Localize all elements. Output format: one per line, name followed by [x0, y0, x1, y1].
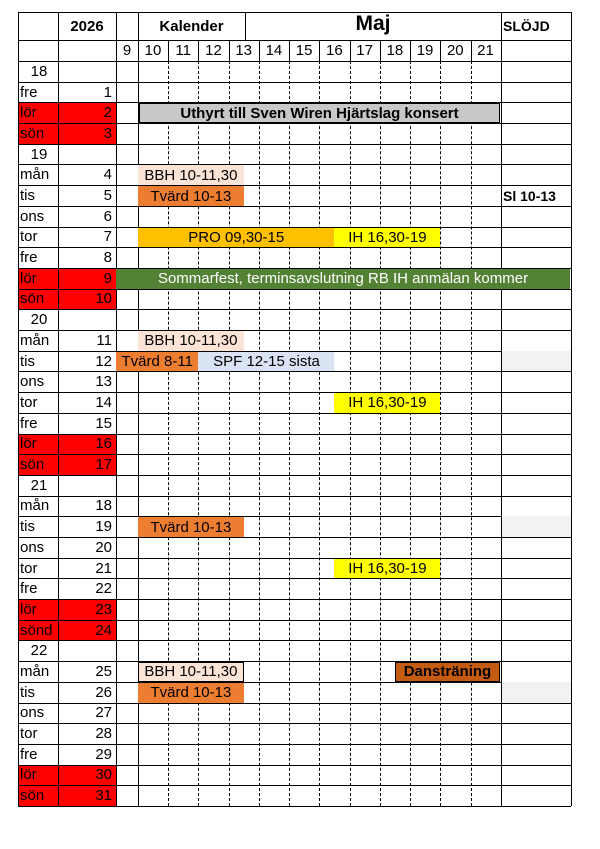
slojd-header: SLÖJD	[503, 18, 550, 34]
row-line	[18, 123, 571, 124]
row-line	[18, 806, 571, 807]
day-number: 18	[95, 497, 112, 515]
row-line	[18, 475, 571, 476]
hour-divider	[410, 61, 411, 806]
col-line	[116, 12, 117, 806]
day-number: 11	[96, 331, 112, 349]
event-block[interactable]: Sommarfest, terminsavslutning RB IH anmälan kommer	[116, 269, 570, 289]
event-block[interactable]: Tvärd 10-13	[138, 186, 244, 206]
hour-label: 9	[122, 42, 132, 59]
day-number: 19	[95, 518, 112, 536]
event-block[interactable]: BBH 10-11,30	[138, 165, 244, 185]
row-line	[18, 309, 571, 310]
calendar-header: Kalender	[159, 17, 224, 35]
day-number: 22	[95, 580, 112, 598]
day-number: 31	[95, 787, 112, 805]
event-block[interactable]: Tvärd 10-13	[138, 683, 244, 703]
hour-label: 10	[144, 42, 162, 59]
event-block[interactable]: BBH 10-11,30	[138, 331, 244, 351]
weekday-label: tor	[20, 228, 38, 246]
week-label: 18	[30, 62, 48, 80]
row-line	[18, 434, 571, 435]
hour-divider	[350, 61, 351, 806]
weekday-label: lör	[20, 766, 37, 784]
hour-label: 12	[205, 42, 222, 59]
row-line	[18, 247, 571, 248]
day-number: 21	[95, 559, 112, 577]
row-line	[18, 289, 571, 290]
slojd-cell	[502, 516, 571, 537]
weekday-label: fre	[20, 83, 38, 101]
row-line	[18, 578, 571, 579]
col-line	[198, 40, 199, 61]
week-label: 21	[30, 476, 48, 494]
col-line	[380, 40, 381, 61]
event-block[interactable]: IH 16,30-19	[334, 559, 440, 579]
col-line	[440, 40, 441, 61]
col-line	[245, 12, 246, 40]
hour-divider	[319, 61, 320, 806]
row-line	[18, 371, 571, 372]
row-line	[18, 516, 571, 517]
row-line	[18, 537, 571, 538]
row-line	[18, 620, 571, 621]
row-line	[18, 744, 571, 745]
day-number: 4	[103, 166, 112, 184]
col-line	[58, 12, 59, 806]
col-line	[168, 40, 169, 61]
day-number: 9	[103, 269, 112, 287]
row-line	[18, 82, 571, 83]
row-line	[18, 785, 571, 786]
event-block[interactable]: Uthyrt till Sven Wiren Hjärtslag konsert	[139, 103, 500, 123]
day-number: 7	[103, 228, 112, 246]
weekday-label: tis	[20, 187, 35, 204]
weekday-label: sön	[20, 787, 45, 805]
hour-divider	[471, 61, 472, 806]
day-number: 10	[95, 290, 112, 308]
col-line	[319, 40, 320, 61]
weekday-label: sön	[20, 456, 45, 474]
row-line	[18, 703, 571, 704]
row-line	[18, 723, 571, 724]
day-number: 20	[95, 538, 112, 556]
weekday-label: ons	[20, 207, 45, 225]
col-line	[259, 40, 260, 61]
weekday-label: tor	[20, 725, 38, 743]
week-label: 22	[30, 642, 48, 660]
week-label: 20	[30, 311, 48, 329]
weekday-label: tor	[20, 393, 38, 411]
row-line	[18, 206, 571, 207]
weekday-label: mån	[20, 662, 50, 680]
weekday-label: ons	[20, 704, 45, 722]
weekday-label: sönd	[20, 621, 53, 639]
hour-label: 14	[265, 42, 283, 59]
weekday-label: lör	[20, 435, 37, 453]
slojd-cell	[502, 682, 571, 703]
col-line	[289, 40, 290, 61]
row-line	[18, 144, 571, 145]
row-line	[18, 12, 571, 13]
slojd-cell	[502, 351, 571, 372]
event-block[interactable]: SPF 12-15 sista	[198, 352, 334, 372]
day-number: 8	[103, 249, 112, 267]
day-number: 13	[95, 373, 112, 391]
row-line	[18, 765, 571, 766]
col-line	[410, 40, 411, 61]
hour-label: 19	[416, 42, 434, 59]
day-number: 23	[95, 600, 112, 618]
row-line	[18, 392, 571, 393]
day-number: 16	[95, 435, 112, 453]
day-number: 6	[103, 207, 112, 225]
week-label: 19	[30, 145, 48, 163]
hour-label: 16	[326, 42, 343, 59]
row-line	[18, 164, 571, 165]
event-block[interactable]: IH 16,30-19	[334, 228, 440, 248]
month-header: Maj	[355, 12, 391, 35]
day-number: 14	[95, 393, 112, 411]
weekday-label: fre	[20, 580, 38, 598]
weekday-label: mån	[20, 166, 50, 184]
day-number: 27	[95, 704, 112, 722]
row-line	[18, 599, 571, 600]
hour-divider	[259, 61, 260, 806]
weekday-label: mån	[20, 497, 50, 515]
hour-label: 13	[235, 42, 253, 59]
col-line	[350, 40, 351, 61]
day-number: 12	[95, 352, 112, 370]
row-line	[18, 330, 571, 331]
row-line	[18, 558, 571, 559]
hour-label: 20	[446, 42, 464, 59]
event-block[interactable]: BBH 10-11,30	[138, 662, 244, 682]
weekday-label: tis	[20, 352, 35, 370]
weekday-label: sön	[20, 290, 45, 308]
day-number: 15	[95, 414, 112, 432]
row-line	[18, 40, 571, 41]
row-line	[18, 185, 571, 186]
weekday-label: sön	[20, 124, 45, 142]
hour-label: 11	[175, 42, 191, 59]
weekday-label: fre	[20, 414, 38, 432]
row-line	[18, 454, 571, 455]
weekday-label: tis	[20, 518, 35, 536]
hour-label: 15	[295, 42, 313, 59]
weekday-label: mån	[20, 331, 50, 349]
day-number: 29	[95, 745, 112, 763]
day-number: 3	[103, 124, 112, 142]
weekday-label: ons	[20, 373, 45, 391]
hour-divider	[289, 61, 290, 806]
day-number: 2	[103, 104, 112, 122]
day-number: 1	[103, 83, 112, 101]
weekday-label: fre	[20, 249, 38, 267]
event-block[interactable]: Tvärd 8-11	[116, 352, 198, 372]
weekday-label: ons	[20, 538, 45, 556]
event-block[interactable]: IH 16,30-19	[334, 393, 440, 413]
weekday-label: tor	[20, 559, 38, 577]
day-number: 5	[103, 187, 112, 204]
day-number: 25	[95, 662, 112, 680]
row-line	[18, 640, 571, 641]
row-line	[18, 61, 571, 62]
day-number: 26	[95, 683, 112, 701]
year-header: 2026	[70, 17, 104, 35]
weekday-label: lör	[20, 269, 37, 287]
event-block[interactable]: Tvärd 10-13	[138, 517, 244, 537]
weekday-label: tis	[20, 683, 35, 701]
hour-label: 18	[386, 42, 404, 59]
hour-divider	[380, 61, 381, 806]
row-line	[18, 413, 571, 414]
day-number: 24	[95, 621, 112, 639]
hour-label: 21	[477, 42, 494, 59]
day-number: 30	[95, 766, 112, 784]
weekday-label: lör	[20, 600, 37, 618]
day-number: 17	[95, 456, 112, 474]
hour-divider	[440, 61, 441, 806]
weekday-label: fre	[20, 745, 38, 763]
event-block[interactable]: Dansträning	[395, 662, 500, 682]
col-line	[18, 12, 19, 806]
col-line	[571, 12, 572, 806]
col-line	[471, 40, 472, 61]
day-number: 28	[95, 725, 112, 743]
slojd-entry[interactable]: Sl 10-13	[503, 187, 556, 204]
row-line	[18, 496, 571, 497]
row-line	[18, 682, 571, 683]
event-block[interactable]: PRO 09,30-15	[138, 228, 334, 248]
hour-label: 17	[356, 42, 373, 59]
col-line	[229, 40, 230, 61]
weekday-label: lör	[20, 104, 37, 122]
